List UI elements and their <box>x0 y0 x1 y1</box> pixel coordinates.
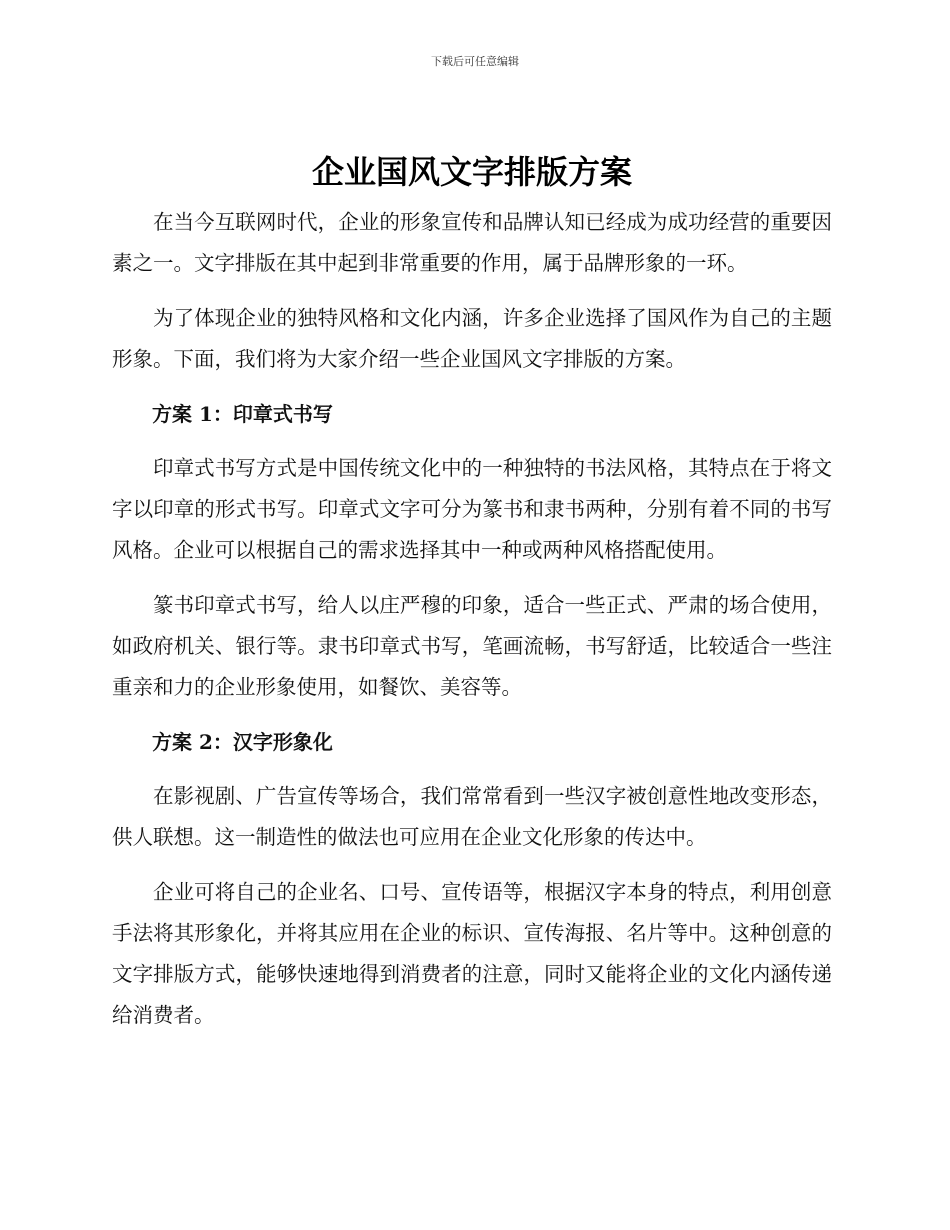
section-1-paragraph-1: 印章式书写方式是中国传统文化中的一种独特的书法风格，其特点在于将文字以印章的形式书写。印章式文字可分为篆书和隶书两种，分别有着不同的书写风格。企业可以根据自己的需求选择其中一种或两种风格搭配使用。 <box>112 456 832 562</box>
section-1-paragraph-2: 篆书印章式书写，给人以庄严穆的印象，适合一些正式、严肃的场合使用，如政府机关、银行等。隶书印章式书写，笔画流畅，书写舒适，比较适合一些注重亲和力的企业形象使用，如餐饮、美容等。 <box>112 593 832 699</box>
document-content <box>112 148 832 1050</box>
section-2-paragraph-2: 企业可将自己的企业名、口号、宣传语等，根据汉字本身的特点，利用创意手法将其形象化，并将其应用在企业的标识、宣传海报、名片等中。这种创意的文字排版方式，能够快速地得到消费者的注意，同时又能将企业的文化内涵传递给消费者。 <box>112 880 832 1027</box>
section-heading-1: 方案 1：印章式书写 <box>152 402 333 426</box>
section-heading-2: 方案 2：汉字形象化 <box>152 730 333 754</box>
intro-paragraph-2: 为了体现企业的独特风格和文化内涵，许多企业选择了国风作为自己的主题形象。下面，我们将为大家介绍一些企业国风文字排版的方案。 <box>112 306 832 371</box>
header-note: 下载后可任意编辑 <box>431 55 519 68</box>
section-2-paragraph-1: 在影视剧、广告宣传等场合，我们常常看到一些汉字被创意性地改变形态，供人联想。这一制造性的做法也可应用在企业文化形象的传达中。 <box>112 784 832 849</box>
document-title: 企业国风文字排版方案 <box>311 153 632 191</box>
intro-paragraph-1: 在当今互联网时代，企业的形象宣传和品牌认知已经成为成功经营的重要因素之一。文字排版在其中起到非常重要的作用，属于品牌形象的一环。 <box>112 210 832 275</box>
